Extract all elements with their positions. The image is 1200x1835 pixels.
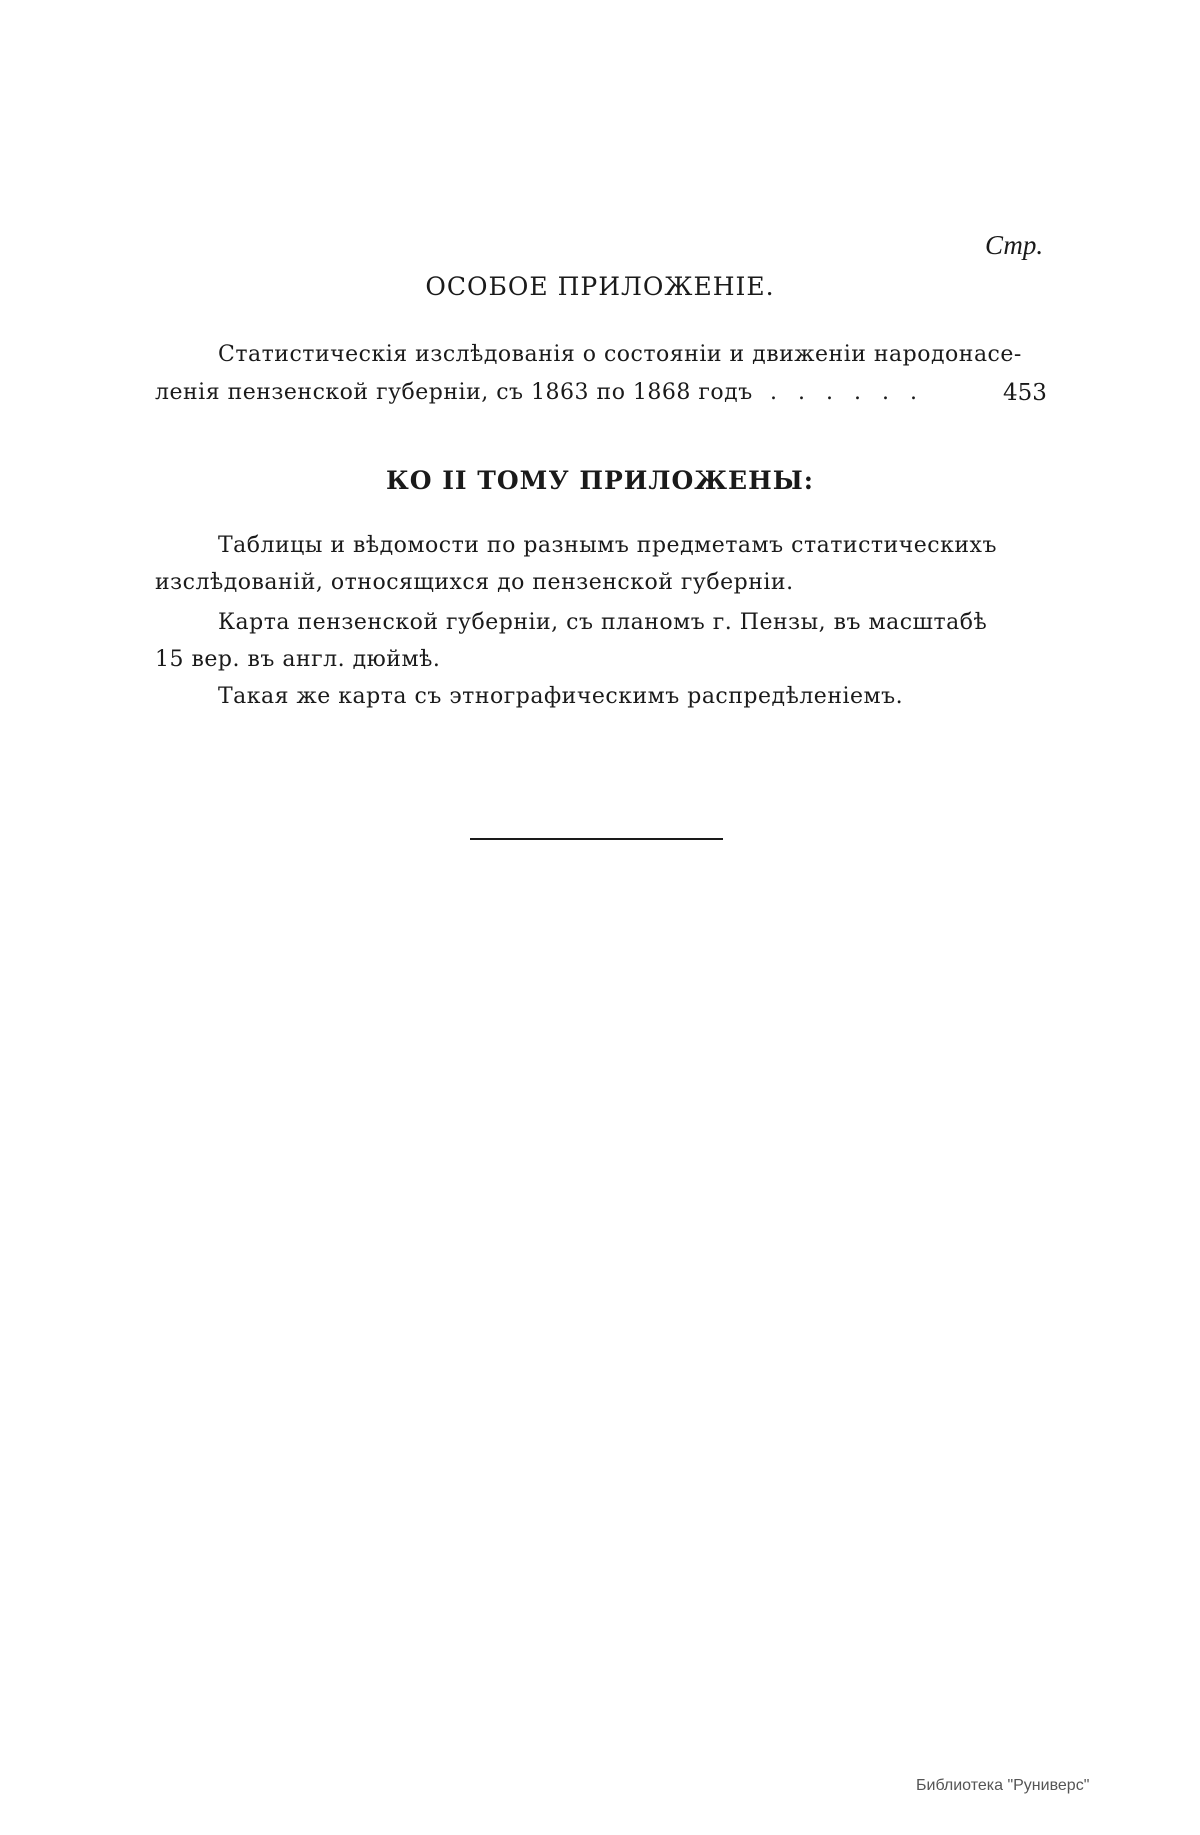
item-map-line-1: Карта пензенской губерніи, съ планомъ г. Пензы, въ масштабѣ <box>218 610 988 635</box>
toc-dot-leaders: ...... <box>770 380 938 405</box>
section-title-special-appendix: ОСОБОЕ ПРИЛОЖЕНІЕ. <box>425 272 775 301</box>
library-watermark: Библиотека "Руниверс" <box>916 1777 1090 1794</box>
toc-page-number: 453 <box>1003 380 1047 406</box>
item-tables-line-2: изслѣдованій, относящихся до пензенской губерніи. <box>155 570 794 595</box>
toc-entry-line-2: ленія пензенской губерніи, съ 1863 по 1868 годъ <box>155 380 753 405</box>
item-map-line-2: 15 вер. въ англ. дюймѣ. <box>155 647 441 672</box>
section-divider-rule <box>470 838 723 840</box>
item-tables-line-1: Таблицы и вѣдомости по разнымъ предметамъ статистическихъ <box>218 533 997 558</box>
item-ethnographic-map: Такая же карта съ этнографическимъ распредѣленіемъ. <box>218 684 904 709</box>
toc-entry-line-1: Статистическія изслѣдованія о состояніи и движеніи народонасе- <box>218 342 1022 367</box>
section-title-volume-two: КО II ТОМУ ПРИЛОЖЕНЫ: <box>385 466 815 495</box>
page-column-label: Стр. <box>985 230 1044 260</box>
